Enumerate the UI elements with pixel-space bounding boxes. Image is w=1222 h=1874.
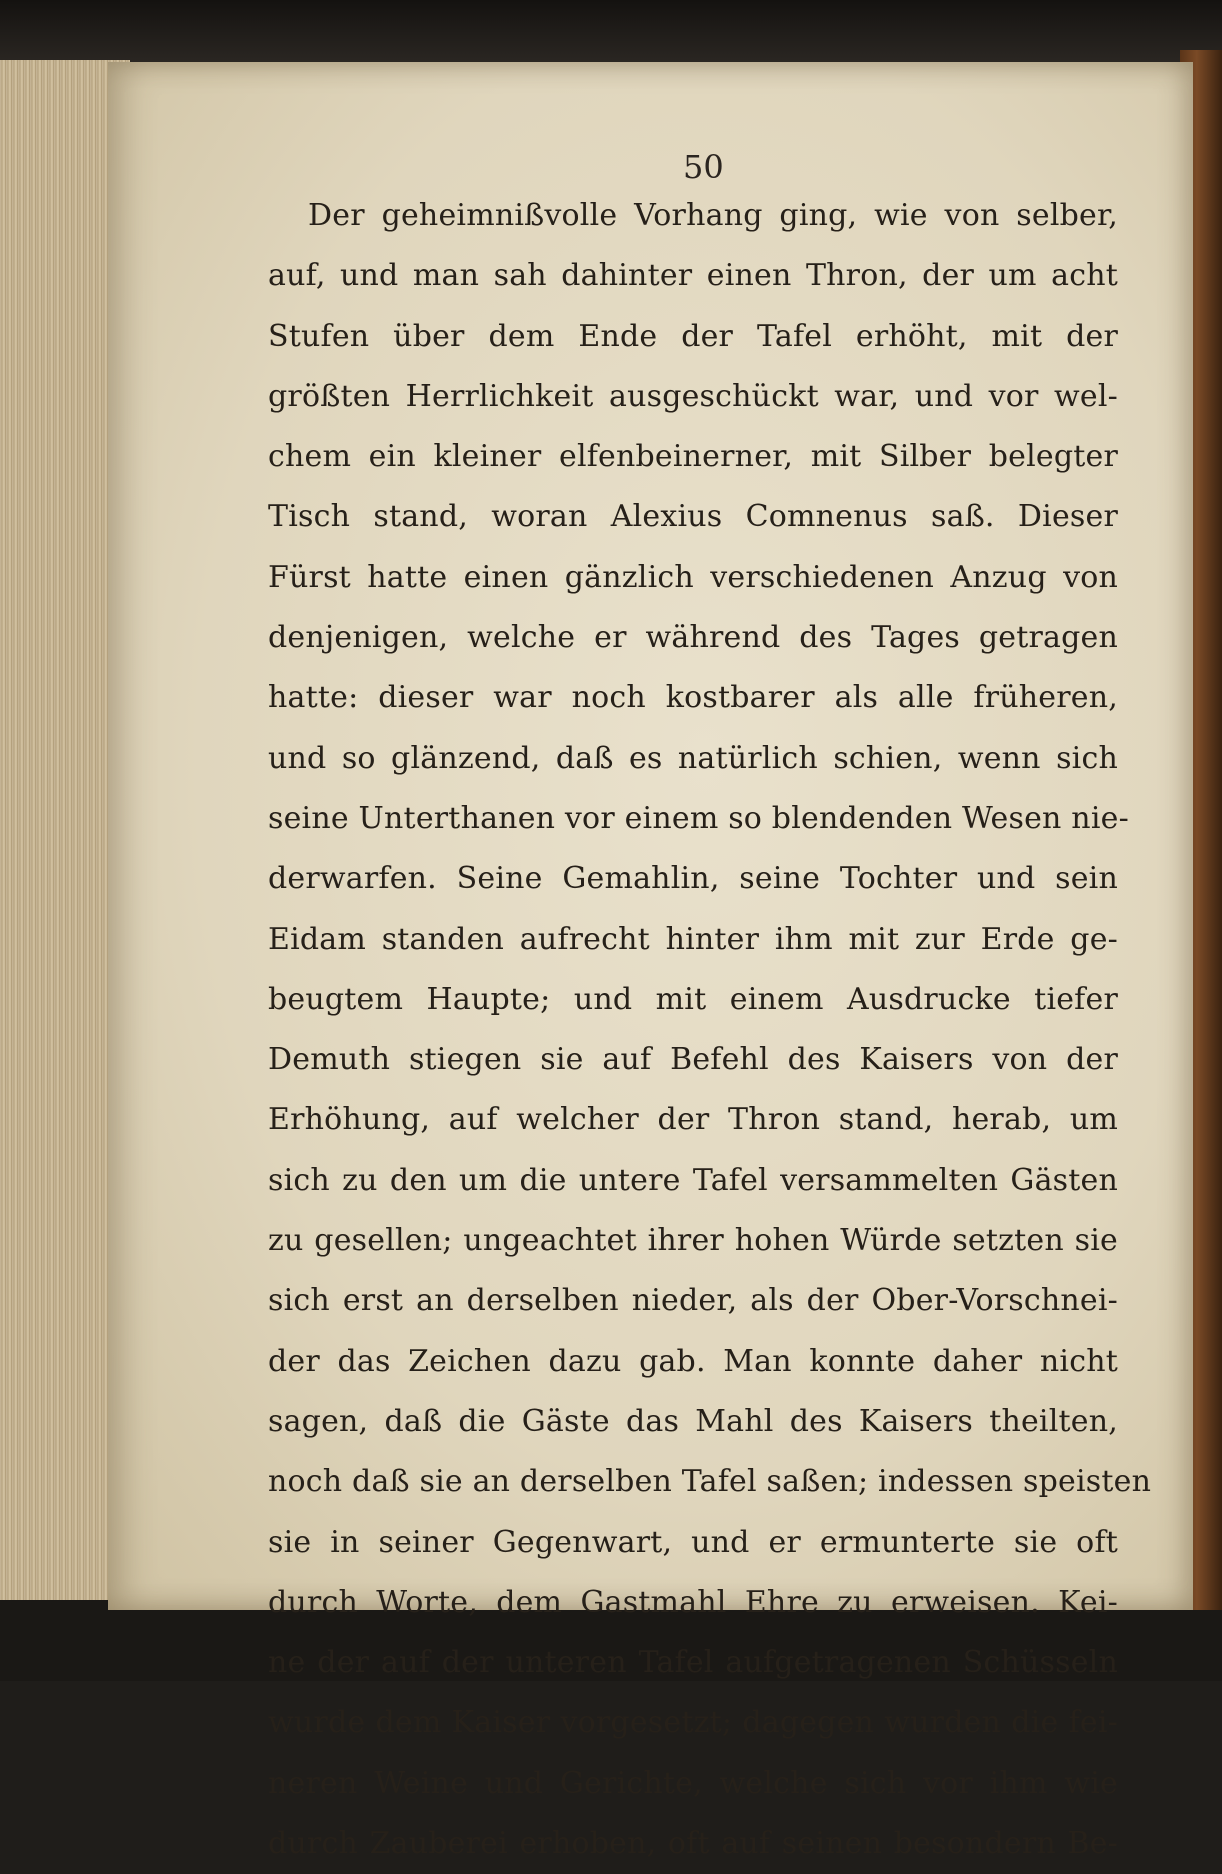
text-line: Demuth stiegen sie auf Befehl des Kaisers von der (268, 1042, 1118, 1078)
text-line: hatte: dieser war noch kostbarer als alle früheren, (268, 680, 1118, 716)
text-line: sich erst an derselben nieder, als der Ober-Vorschnei- (268, 1283, 1118, 1319)
text-line: wurde dem Kaiser vorgesetzt; dagegen wurden die fei- (268, 1705, 1118, 1741)
text-line: noch daß sie an derselben Tafel saßen; indessen speisten (268, 1464, 1152, 1500)
text-line: größten Herrlichkeit ausgeschückt war, und vor wel- (268, 378, 1118, 414)
text-line: derwarfen. Seine Gemahlin, seine Tochter und sein (268, 861, 1118, 897)
backdrop-top (0, 0, 1222, 62)
text-line: ne der auf der unteren Tafel aufgetragenen Schüsseln (268, 1645, 1118, 1681)
text-line: denjenigen, welche er während des Tages getragen (268, 620, 1118, 656)
text-line: Der geheimnißvolle Vorhang ging, wie von selber, (308, 198, 1118, 233)
text-line: sagen, daß die Gäste das Mahl des Kaisers theilten, (268, 1403, 1118, 1439)
body-text (268, 186, 1152, 1874)
text-line: Fürst hatte einen gänzlich verschiedenen Anzug von (268, 559, 1118, 595)
text-line: sich zu den um die untere Tafel versammelten Gästen (268, 1162, 1118, 1198)
text-line: durch Worte, dem Gastmahl Ehre zu erweisen. Kei- (268, 1584, 1118, 1620)
text-line: neren Weine und Gerichte, welche sich vor ihm wie (268, 1765, 1118, 1801)
text-line: sie in seiner Gegenwart, und er ermunterte sie oft (268, 1524, 1118, 1560)
text-line: Eidam standen aufrecht hinter ihm mit zur Erde ge- (268, 921, 1118, 957)
text-line: der das Zeichen dazu gab. Man konnte daher nicht (268, 1343, 1118, 1379)
text-line: zu gesellen; ungeachtet ihrer hohen Würde setzten sie (268, 1223, 1118, 1259)
text-line: und so glänzend, daß es natürlich schien, wenn sich (268, 740, 1118, 776)
page-number: 50 (683, 148, 724, 186)
text-line: Erhöhung, auf welcher der Thron stand, herab, um (268, 1102, 1118, 1138)
text-line: auf, und man sah dahinter einen Thron, der um acht (268, 258, 1118, 294)
text-line: chem ein kleiner elfenbeinerner, mit Silber belegter (268, 439, 1118, 475)
text-line: beugtem Haupte; und mit einem Ausdrucke tiefer (268, 981, 1118, 1017)
text-line: Stufen über dem Ende der Tafel erhöht, mit der (268, 318, 1118, 354)
text-line: Tisch stand, woran Alexius Comnenus saß. Dieser (268, 499, 1118, 535)
text-line: durch Zauberei erhoben, oft auf seinen besondern Be- (268, 1826, 1118, 1862)
text-line: seine Unterthanen vor einem so blendenden Wesen nie- (268, 800, 1129, 836)
